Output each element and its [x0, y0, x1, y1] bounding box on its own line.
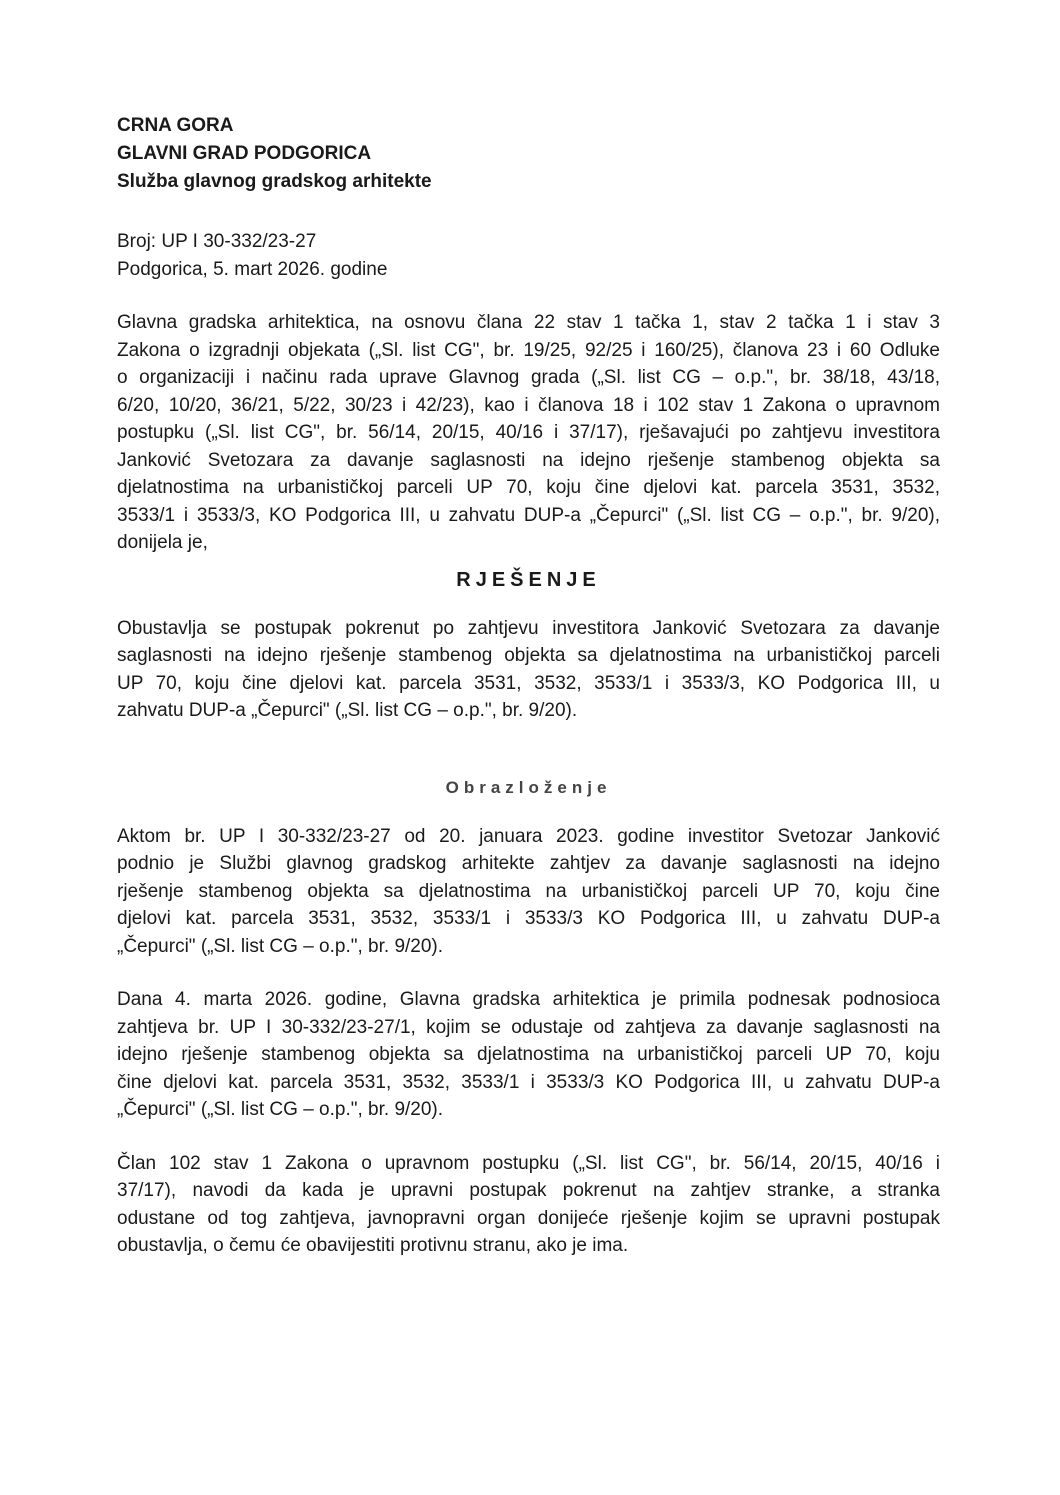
text-line: UP 70, koju čine djelovi kat. parcela 3531, 3532, 3533/1 i 3533/3, KO Podgorica III, u: [117, 672, 940, 694]
text-line: „Čepurci" („Sl. list CG – o.p.", br. 9/20).: [117, 935, 444, 957]
text-line: djelatnostima na urbanističkoj parceli UP 70, koju čine djelovi kat. parcela 3531, 3532,: [117, 477, 940, 498]
text-line: Janković Svetozara za davanje saglasnosti na idejno rješenje stambenog objekta sa: [117, 449, 940, 471]
country: CRNA GORA: [117, 115, 234, 136]
decision-title: RJEŠENJE: [456, 568, 601, 591]
text-line: postupku („Sl. list CG", br. 56/14, 20/15, 40/16 i 37/17), rješavajući po zahtjevu investitora: [117, 422, 940, 443]
text-line: Obustavlja se postupak pokrenut po zahtjevu investitora Janković Svetozara za davanje: [117, 617, 940, 639]
text-line: Dana 4. marta 2026. godine, Glavna gradska arhitektica je primila podnesak podnosioca: [117, 989, 940, 1010]
intro-paragraph: [117, 309, 940, 557]
text-line: 37/17), navodi da kada je upravni postupak pokrenut na zahtjev stranke, a stranka: [117, 1180, 940, 1201]
letterhead: [117, 112, 940, 196]
reasoning-paragraph: [117, 986, 940, 1124]
text-line: Član 102 stav 1 Zakona o upravnom postupku („Sl. list CG", br. 56/14, 20/15, 40/16 i: [117, 1152, 940, 1174]
place-date: Podgorica, 5. mart 2026. godine: [117, 259, 388, 280]
decision-paragraph: [117, 615, 940, 725]
text-line: Zakona o izgradnji objekata („Sl. list CG", br. 19/25, 92/25 i 160/25), članova 23 i 60 Odluke: [117, 339, 940, 361]
text-line: o organizaciji i načinu rada uprave Glavnog grada („Sl. list CG – o.p.", br. 38/18, 43/18,: [117, 367, 940, 388]
text-line: 3533/1 i 3533/3, KO Podgorica III, u zahvatu DUP-a „Čepurci" („Sl. list CG – o.p.", br. 9/20),: [117, 504, 940, 526]
text-line: Glavna gradska arhitektica, na osnovu člana 22 stav 1 tačka 1, stav 2 tačka 1 i stav 3: [117, 312, 940, 333]
text-line: obustavlja, o čemu će obavijestiti protivnu stranu, ako je ima.: [117, 1235, 629, 1256]
reasoning-section: [117, 823, 940, 1260]
text-line: rješenje stambenog objekta sa djelatnostima na urbanističkoj parceli UP 70, koju čine: [117, 880, 940, 902]
text-line: saglasnosti na idejno rješenje stambenog objekta sa djelatnostima na urbanističkoj parceli: [117, 645, 940, 666]
text-line: Aktom br. UP I 30-332/23-27 od 20. januara 2023. godine investitor Svetozar Janković: [117, 825, 940, 847]
text-line: djelovi kat. parcela 3531, 3532, 3533/1 i 3533/3 KO Podgorica III, u zahvatu DUP-a: [117, 908, 940, 929]
text-line: čine djelovi kat. parcela 3531, 3532, 3533/1 i 3533/3 KO Podgorica III, u zahvatu DUP-a: [117, 1071, 940, 1093]
text-line: 6/20, 10/20, 36/21, 5/22, 30/23 i 42/23), kao i članova 18 i 102 stav 1 Zakona o upravnom: [117, 394, 940, 416]
office: Služba glavnog gradskog arhitekte: [117, 171, 432, 192]
reference-number: Broj: UP I 30-332/23-27: [117, 231, 317, 252]
text-line: „Čepurci" („Sl. list CG – o.p.", br. 9/20).: [117, 1099, 444, 1120]
reasoning-paragraph: [117, 823, 940, 961]
text-line: zahtjeva br. UP I 30-332/23-27/1, kojim se odustaje od zahtjeva za davanje saglasnosti na: [117, 1016, 940, 1038]
text-line: idejno rješenje stambenog objekta sa djelatnostima na urbanističkoj parceli UP 70, koju: [117, 1044, 940, 1065]
reasoning-title: Obrazloženje: [445, 777, 612, 797]
document-page: [117, 112, 940, 1260]
document-meta: [117, 228, 940, 284]
reasoning-paragraph: [117, 1150, 940, 1260]
text-line: odustane od tog zahtjeva, javnopravni organ donijeće rješenje kojim se upravni postupak: [117, 1207, 940, 1229]
text-line: podnio je Službi glavnog gradskog arhitekte zahtjev za davanje saglasnosti na idejno: [117, 853, 940, 874]
text-line: zahvatu DUP-a „Čepurci" („Sl. list CG – o.p.", br. 9/20).: [117, 700, 578, 721]
city: GLAVNI GRAD PODGORICA: [117, 143, 372, 164]
text-line: donijela je,: [117, 532, 208, 553]
